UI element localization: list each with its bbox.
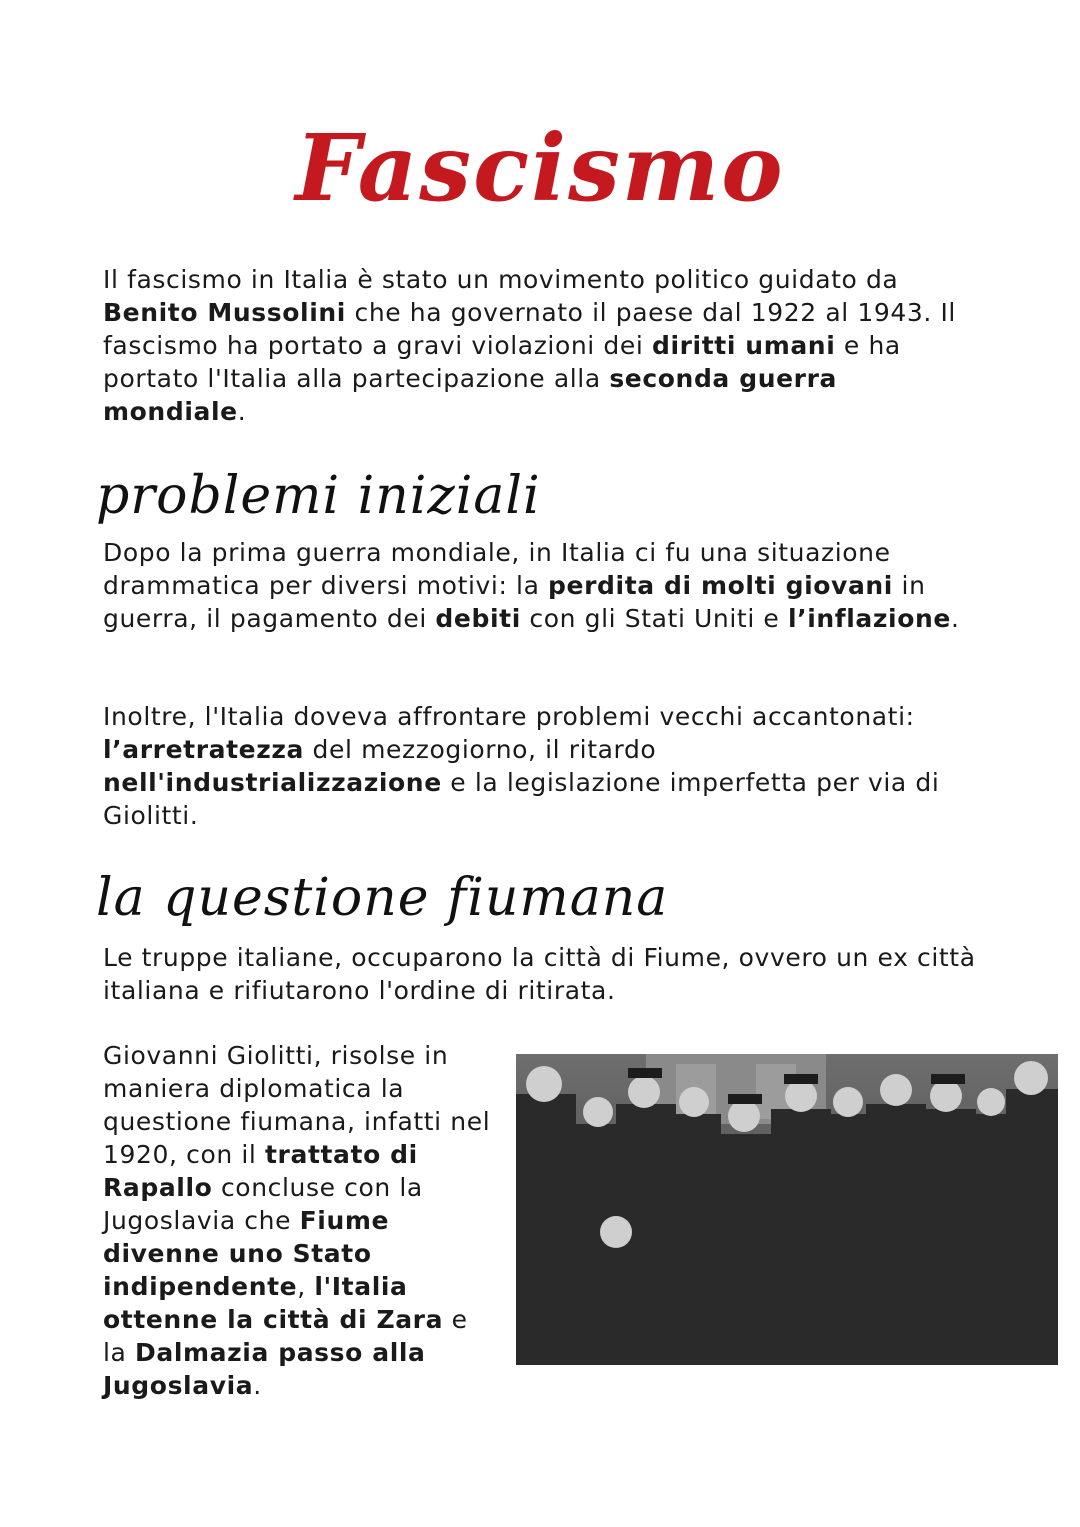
fiumana-paragraph-1: Le truppe italiane, occuparono la città di Fiume, ovvero un ex città italiana e rifiutarono l'ordine di ritirata. [103,943,976,1005]
problemi-paragraph-2: Inoltre, l'Italia doveva affrontare problemi vecchi accantonati: l’arretratezza del mezzogiorno, il ritardo nell'industrializzazione e la legislazione imperfetta per via di Giolitti. [103,702,940,830]
problemi-paragraph-1: Dopo la prima guerra mondiale, in Italia ci fu una situazione drammatica per diversi motivi: la perdita di molti giovani in guerra, il pagamento dei debiti con gli Stati Uniti e l’inflazione. [103,538,960,633]
group-photo-image [516,1054,1058,1365]
intro-paragraph: Il fascismo in Italia è stato un movimento politico guidato da Benito Mussolini che ha governato il paese dal 1922 al 1943. Il fascismo ha portato a gravi violazioni dei diritti umani e ha portato l'Italia alla partecipazione alla seconda guerra mondiale. [103,265,956,426]
section-heading-questione-fiumana: la questione fiumana [96,868,669,928]
page-title: Fascismo [295,114,785,222]
section-heading-problemi-iniziali: problemi iniziali [96,466,541,526]
fiumana-paragraph-2: Giovanni Giolitti, risolse in maniera diplomatica la questione fiumana, infatti nel 1920, con il trattato di Rapallo concluse con la Jugoslavia che Fiume divenne uno Stato indipendente, l'Italia ottenne la città di Zara e la Dalmazia passo alla Jugoslavia. [103,1041,491,1400]
historical-group-photo [516,1054,1058,1365]
